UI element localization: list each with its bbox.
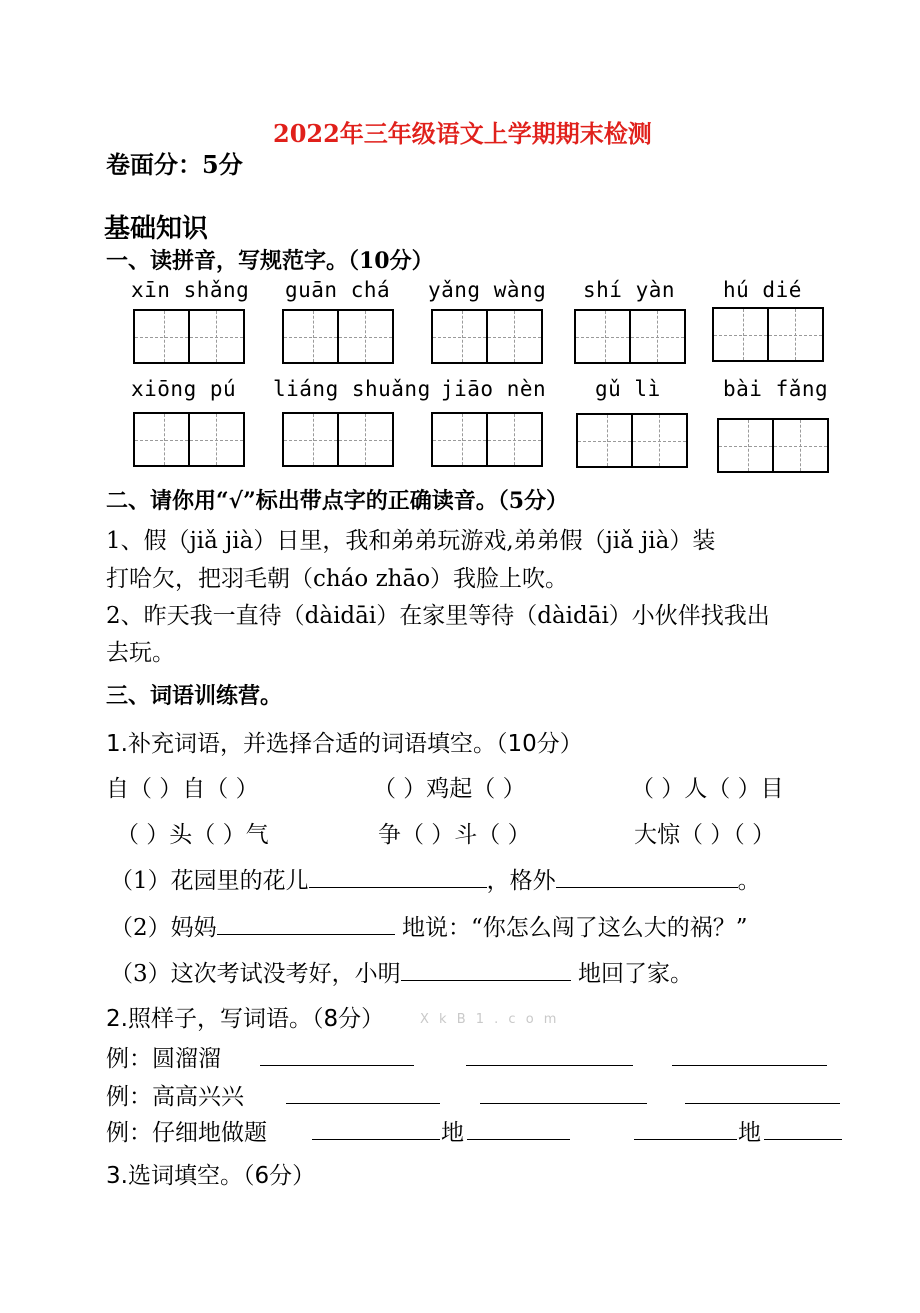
answer-blank[interactable] [312, 1119, 440, 1140]
pinyin-label: shí yàn [583, 278, 676, 302]
answer-blank[interactable] [401, 960, 571, 981]
pinyin-label: xīn shǎng [131, 278, 250, 302]
sub-question-2-heading: 2.照样子，写词语。（8分） [106, 1006, 385, 1032]
watermark: X k B 1 . c o m [420, 1012, 560, 1027]
di-label: 地 [738, 1120, 761, 1146]
sentence-text: （1）花园里的花儿 [110, 868, 309, 894]
pinyin-label: hú dié [723, 278, 802, 302]
pinyin-label: liáng shuǎng [273, 377, 431, 401]
question-1-heading: 一、读拼音，写规范字。（10分） [106, 248, 434, 274]
fill-blank-idiom[interactable]: 自（ ）自（ ） [106, 776, 259, 802]
question-2-line: 2、昨天我一直待（dàidāi）在家里等待（dàidāi）小伙伴找我出 [106, 603, 770, 629]
fill-blank-idiom[interactable]: （ ）头（ ）气 [116, 822, 269, 848]
fill-blank-idiom[interactable]: 大惊（ ）（ ） [634, 822, 776, 848]
fill-blank-idiom[interactable]: （ ）人（ ）目 [631, 776, 784, 802]
sentence-text: ，格外 [486, 868, 556, 894]
question-3-heading: 三、词语训练营。 [106, 683, 283, 709]
sub-question-1-heading: 1.补充词语，并选择合适的词语填空。（10分） [106, 731, 583, 757]
example-label: 例：圆溜溜 [106, 1046, 221, 1072]
sentence-text: （2）妈妈 [110, 915, 217, 941]
answer-blank[interactable] [217, 914, 395, 935]
question-2-line: 打哈欠，把羽毛朝（cháo zhāo）我脸上吹。 [106, 566, 569, 592]
pinyin-label: gǔ lì [595, 377, 661, 401]
answer-blank[interactable] [260, 1045, 414, 1066]
question-2-heading: 二、请你用“√”标出带点字的正确读音。（5分） [106, 488, 569, 514]
answer-blank[interactable] [556, 867, 738, 888]
fill-blank-idiom[interactable]: 争（ ）斗（ ） [378, 822, 531, 848]
answer-blank[interactable] [685, 1083, 840, 1104]
pinyin-label: bài fǎng [723, 377, 829, 401]
writing-grid[interactable] [717, 418, 829, 473]
section-heading-basics: 基础知识 [104, 214, 209, 244]
sub-question-3-heading: 3.选词填空。（6分） [106, 1163, 316, 1189]
di-label: 地 [441, 1120, 464, 1146]
writing-grid[interactable] [431, 309, 543, 364]
answer-blank[interactable] [466, 1045, 633, 1066]
sentence-text: （3）这次考试没考好，小明 [110, 961, 401, 987]
answer-blank[interactable] [309, 867, 487, 888]
writing-grid[interactable] [133, 412, 245, 467]
answer-blank[interactable] [672, 1045, 827, 1066]
answer-blank[interactable] [480, 1083, 647, 1104]
fill-blank-idiom[interactable]: （ ）鸡起（ ） [373, 776, 526, 802]
sentence-3 [110, 955, 693, 988]
score-line: 卷面分：5分 [106, 150, 243, 179]
sentence-2 [110, 909, 747, 942]
writing-grid[interactable] [431, 412, 543, 467]
answer-blank[interactable] [286, 1083, 440, 1104]
sentence-text: 。 [737, 868, 761, 894]
answer-blank[interactable] [764, 1119, 842, 1140]
example-label: 例：仔细地做题 [106, 1120, 267, 1146]
sentence-text: 地说：“你怎么闯了这么大的祸？” [401, 915, 748, 941]
page-title: 2022年三年级语文上学期期末检测 [273, 119, 652, 148]
writing-grid[interactable] [712, 307, 824, 362]
pinyin-label: xiōng pú [131, 377, 237, 401]
answer-blank[interactable] [467, 1119, 570, 1140]
question-2-line: 1、假（jiǎ jià）日里，我和弟弟玩游戏,弟弟假（jiǎ jià）装 [106, 528, 716, 554]
example-label: 例：高高兴兴 [106, 1084, 244, 1110]
pinyin-label: yǎng wàng [428, 278, 547, 302]
writing-grid[interactable] [574, 309, 686, 364]
writing-grid[interactable] [282, 412, 394, 467]
question-2-line: 去玩。 [106, 640, 175, 666]
writing-grid[interactable] [282, 309, 394, 364]
sentence-text: 地回了家。 [577, 961, 693, 987]
answer-blank[interactable] [634, 1119, 737, 1140]
sentence-1 [110, 862, 761, 895]
pinyin-label: guān chá [285, 278, 391, 302]
pinyin-label: jiāo nèn [441, 377, 547, 401]
writing-grid[interactable] [576, 413, 688, 468]
writing-grid[interactable] [133, 309, 245, 364]
